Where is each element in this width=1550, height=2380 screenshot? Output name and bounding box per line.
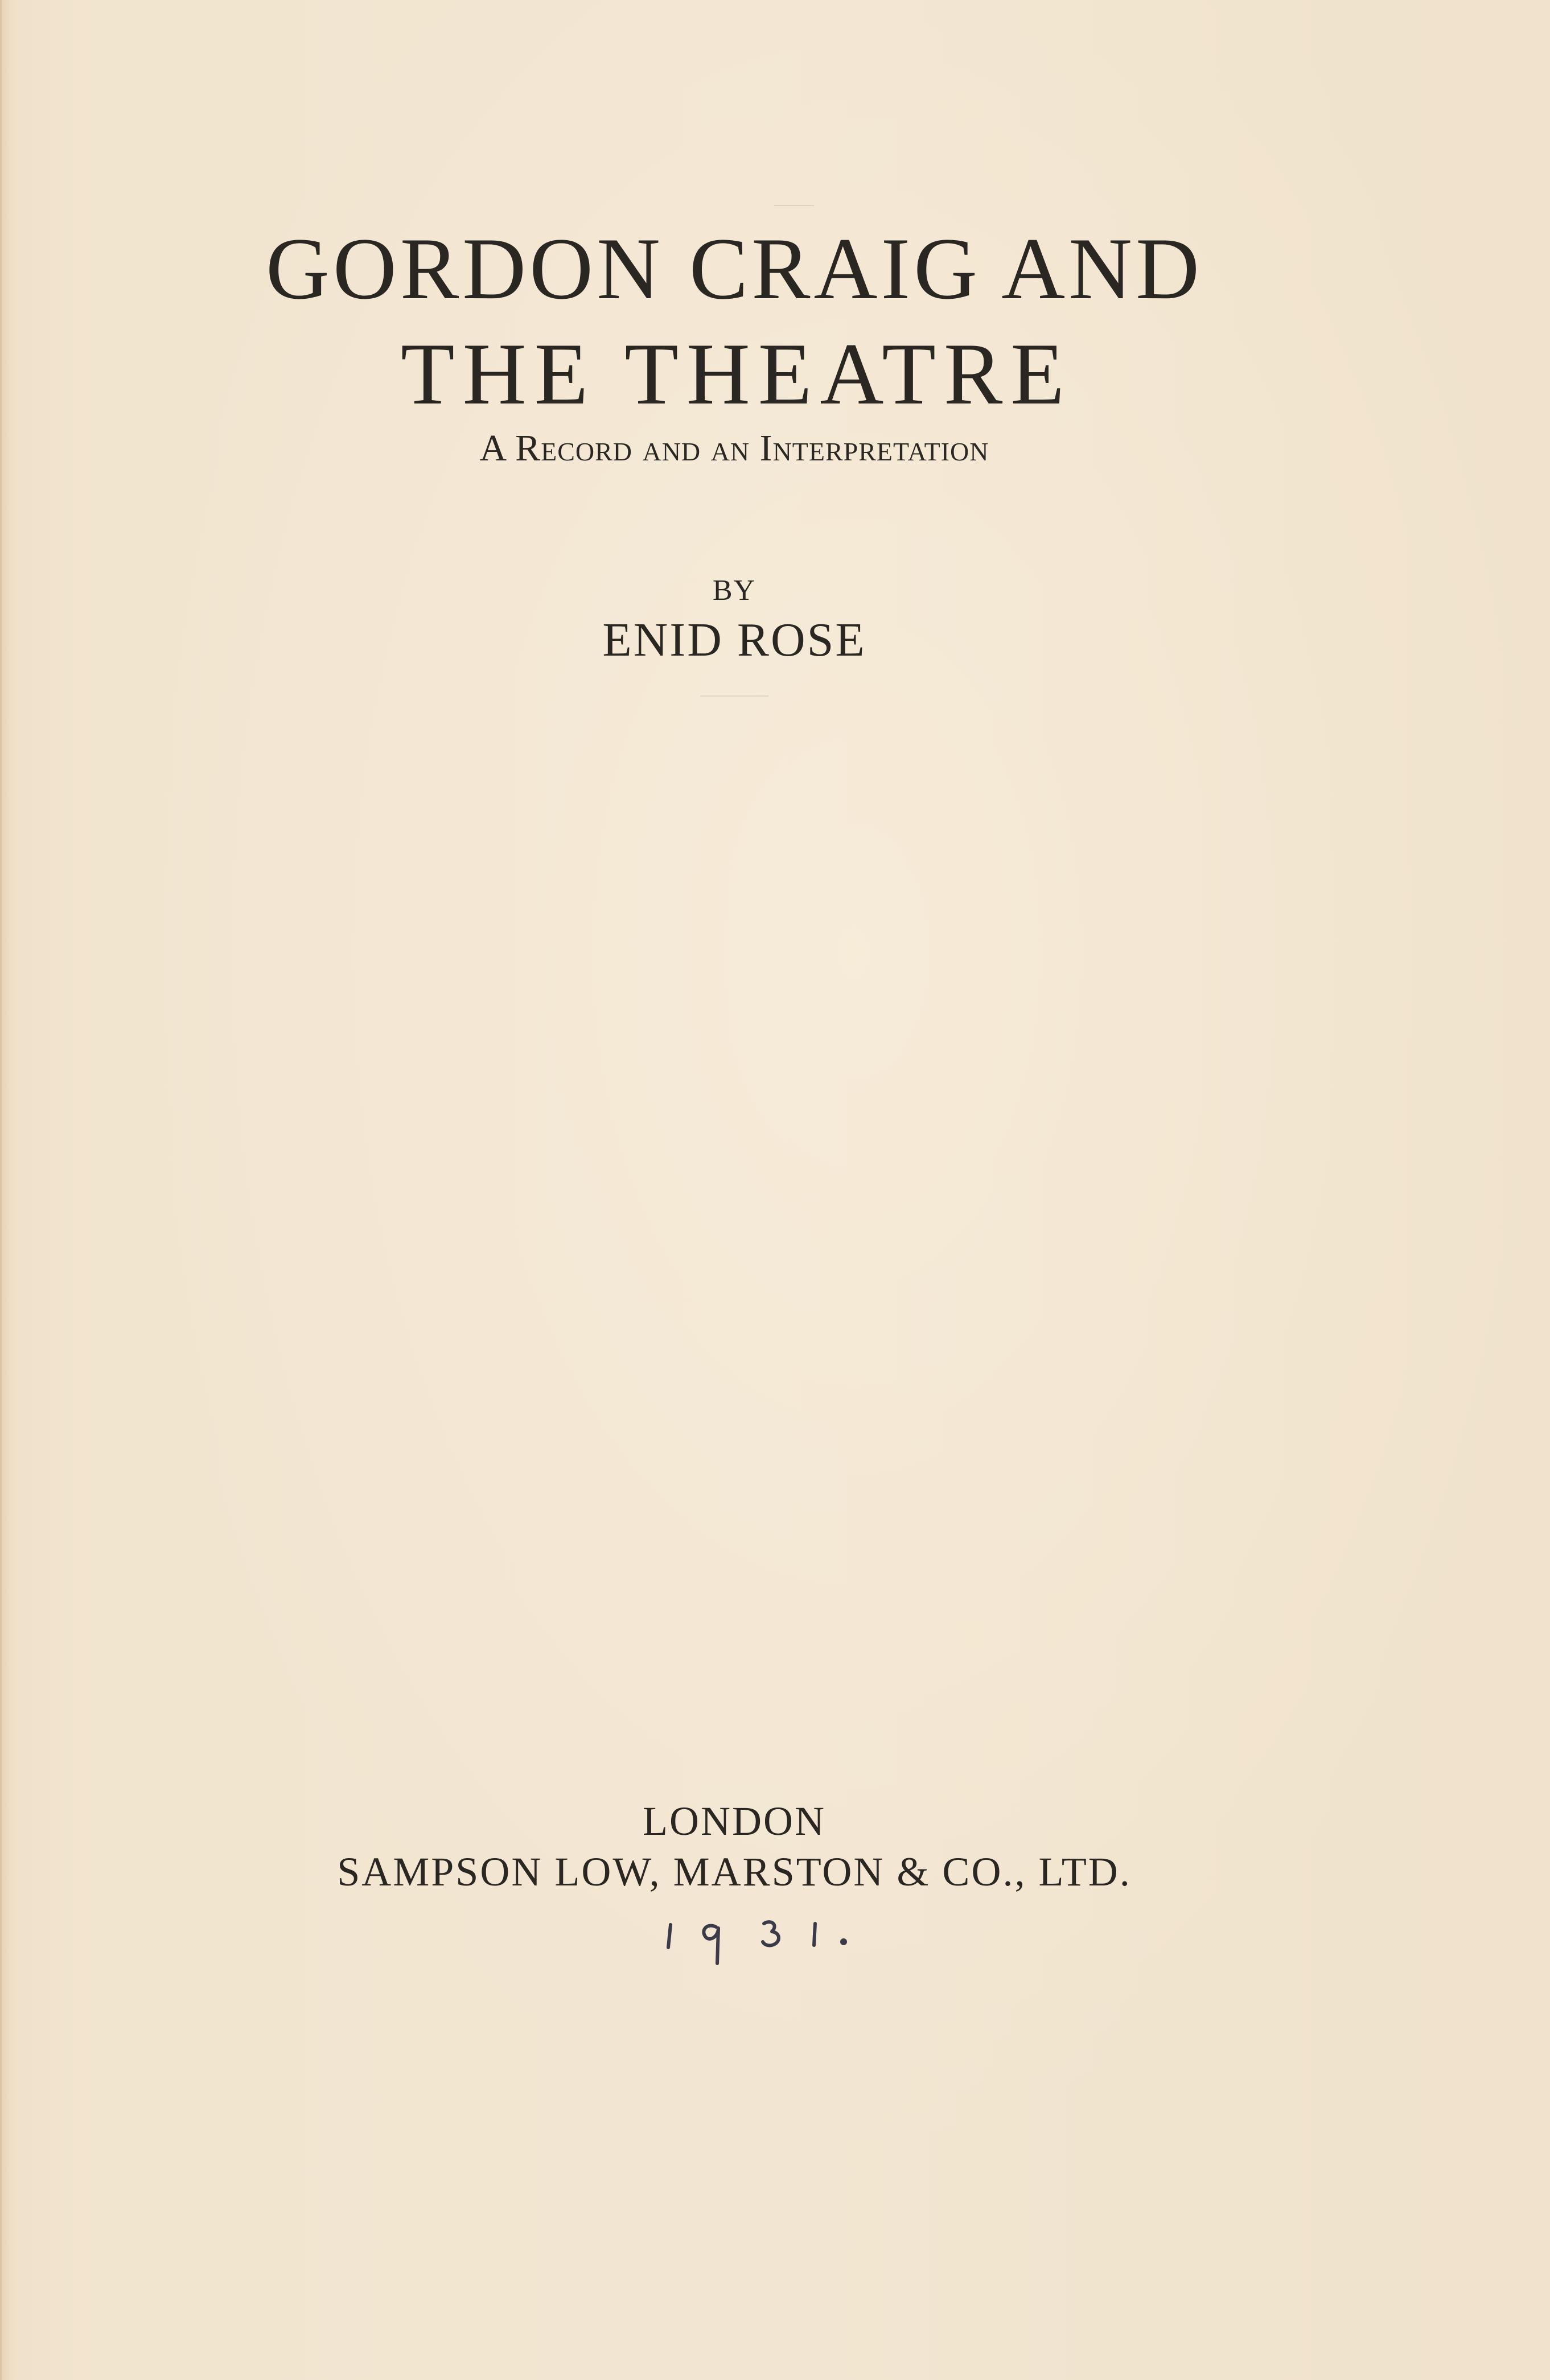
by-label: BY	[712, 574, 757, 607]
faint-mark	[774, 205, 814, 206]
book-title-line-2: THE THEATRE	[400, 325, 1073, 423]
faint-mark	[700, 695, 768, 697]
handwritten-year-drawing	[655, 1908, 871, 1976]
book-subtitle: A Record and an Interpretation	[479, 427, 989, 469]
book-title-line-1: GORDON CRAIG AND	[265, 220, 1203, 318]
author-name: ENID ROSE	[602, 613, 866, 666]
publication-place: LONDON	[643, 1798, 826, 1844]
publisher-name: SAMPSON LOW, MARSTON & CO., LTD.	[337, 1849, 1132, 1895]
handwritten-year	[655, 1908, 871, 1976]
